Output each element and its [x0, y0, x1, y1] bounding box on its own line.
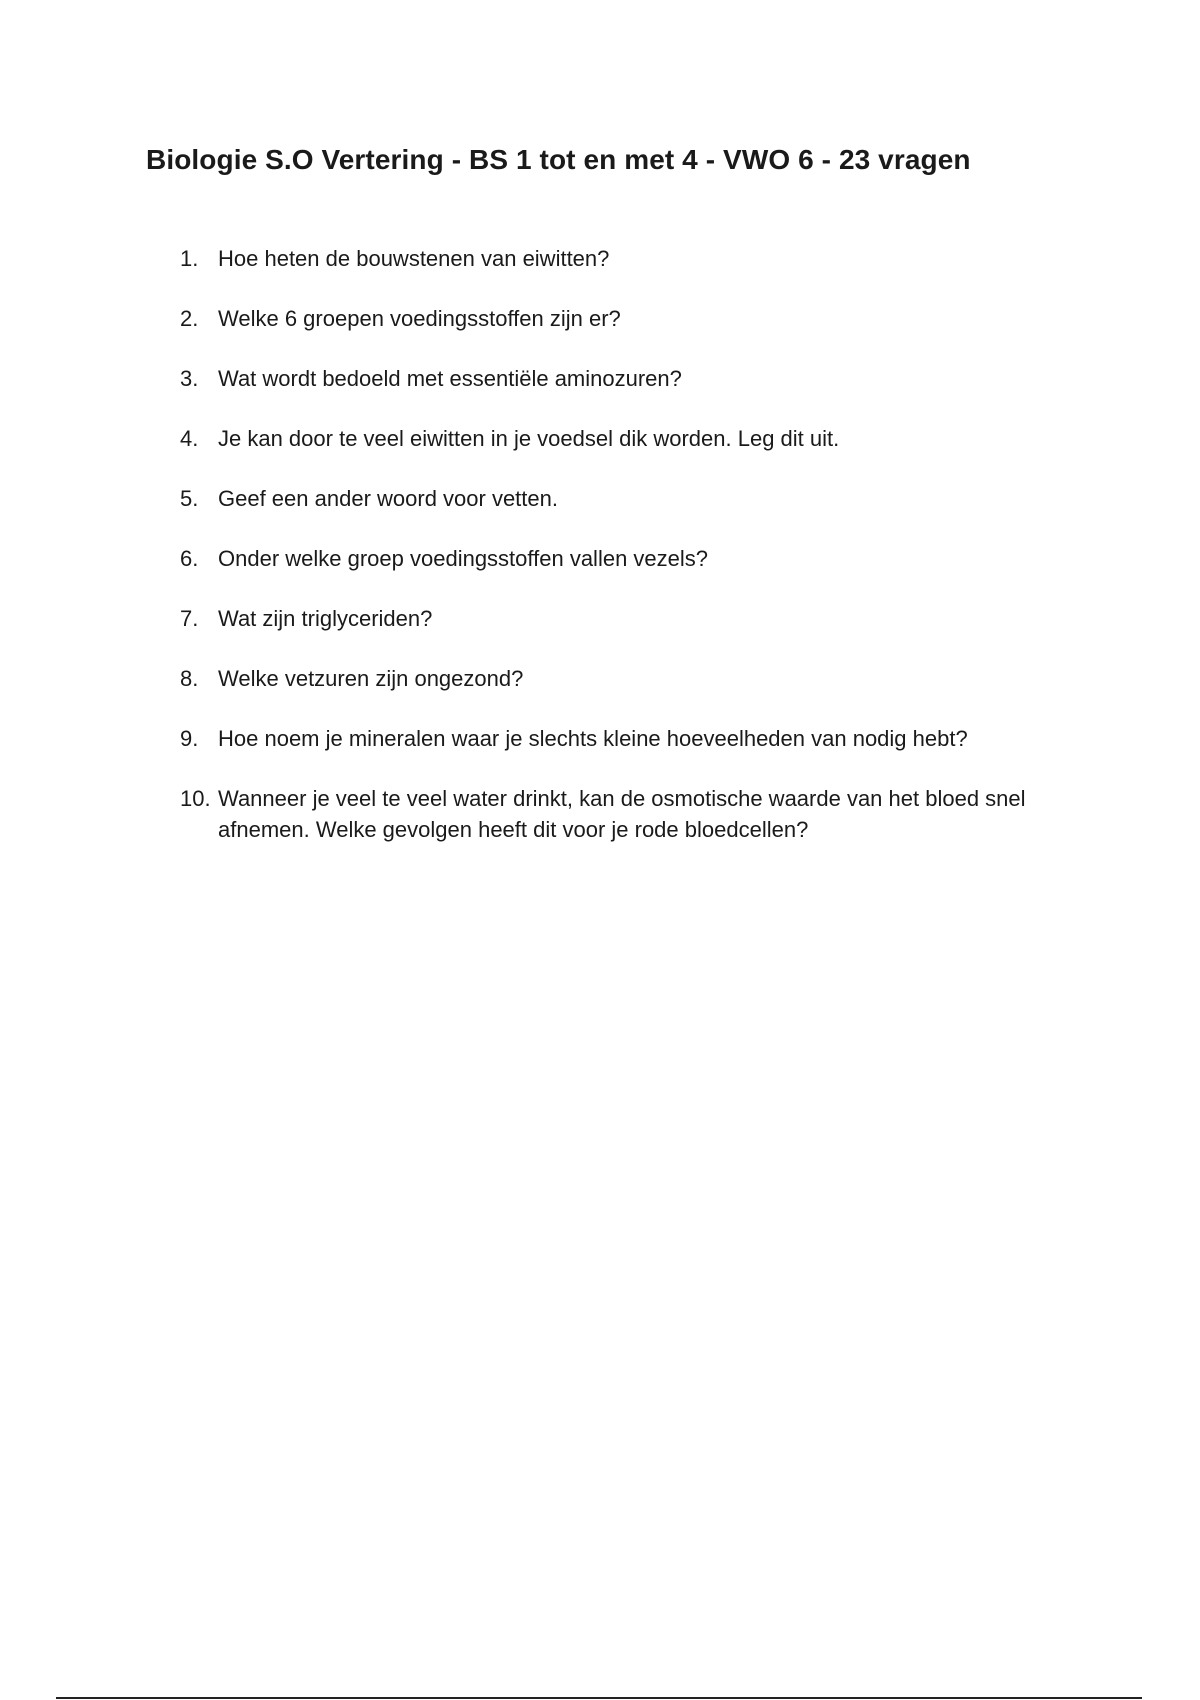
question-number: 4.: [180, 426, 199, 451]
question-list: [180, 243, 1080, 874]
question-number: 6.: [180, 546, 199, 571]
question-item: [180, 603, 1080, 634]
footer-divider: [56, 1697, 1142, 1699]
question-number: 9.: [180, 726, 199, 751]
question-number: 5.: [180, 486, 199, 511]
question-text: Wanneer je veel te veel water drinkt, kan de osmotische waarde van het bloed snel afnemen. Welke gevolgen heeft dit voor je rode bloedcellen?: [218, 786, 1026, 842]
question-text: Onder welke groep voedingsstoffen vallen vezels?: [218, 546, 709, 571]
question-number: 3.: [180, 366, 199, 391]
question-item: [180, 783, 1080, 845]
question-item: [180, 303, 1080, 334]
question-text: Hoe noem je mineralen waar je slechts kleine hoeveelheden van nodig hebt?: [218, 726, 968, 751]
question-item: [180, 243, 1080, 274]
question-number: 8.: [180, 666, 199, 691]
question-item: [180, 483, 1080, 514]
question-number: 1.: [180, 246, 199, 271]
question-number: 7.: [180, 606, 199, 631]
question-number: 2.: [180, 306, 199, 331]
question-text: Wat zijn triglyceriden?: [218, 606, 433, 631]
question-text: Welke vetzuren zijn ongezond?: [218, 666, 524, 691]
question-item: [180, 663, 1080, 694]
question-item: [180, 423, 1080, 454]
question-text: Hoe heten de bouwstenen van eiwitten?: [218, 246, 610, 271]
question-text: Wat wordt bedoeld met essentiële aminozuren?: [218, 366, 682, 391]
question-text: Welke 6 groepen voedingsstoffen zijn er?: [218, 306, 621, 331]
question-text: Geef een ander woord voor vetten.: [218, 486, 558, 511]
question-item: [180, 363, 1080, 394]
question-item: [180, 723, 1080, 754]
question-text: Je kan door te veel eiwitten in je voedsel dik worden. Leg dit uit.: [218, 426, 840, 451]
question-number: 10.: [180, 786, 211, 811]
question-item: [180, 543, 1080, 574]
page-title: Biologie S.O Vertering - BS 1 tot en met 4 - VWO 6 - 23 vragen: [146, 144, 971, 175]
